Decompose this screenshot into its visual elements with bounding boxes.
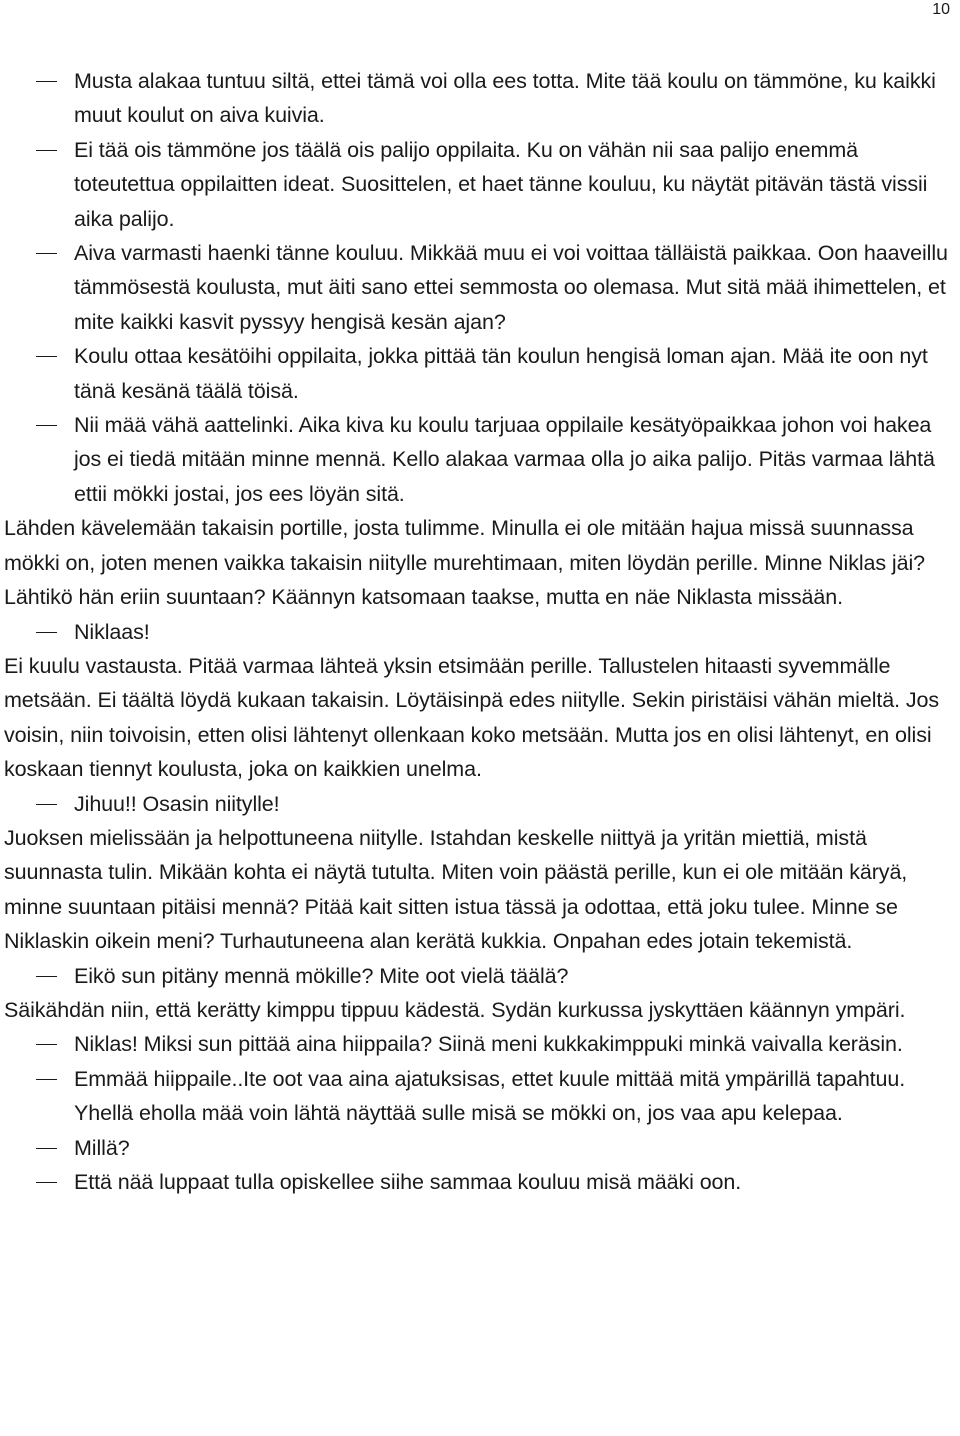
document-body xyxy=(0,64,960,1199)
narrative-paragraph: Säikähdän niin, että kerätty kimppu tippuu kädestä. Sydän kurkussa jyskyttäen käännyn ympäri. xyxy=(4,997,906,1022)
dialogue-line: Emmää hiippaile..Ite oot vaa aina ajatuksisas, ettet kuule mittää mitä ympärillä tapahtuu. Yhellä eholla mää voin lähtä näyttää sulle misä se mökki on, jos vaa apu kelepaa. xyxy=(0,1062,960,1131)
dialogue-line: Niklas! Miksi sun pittää aina hiippaila? Siinä meni kukkakimppuki minkä vaivalla keräsin. xyxy=(0,1027,960,1061)
dialogue-line: Niklaas! xyxy=(0,615,960,649)
narrative-paragraph: Juoksen mielissään ja helpottuneena niitylle. Istahdan keskelle niittyä ja yritän miettiä, mistä suunnasta tulin. Mikään kohta ei näytä tutulta. Miten voin päästä perille, kun ei ole mitään käryä, minne suuntaan pitäisi mennä? Pitää kait sitten istua tässä ja odottaa, että joku tulee. Minne se Niklaskin oikein meni? Turhautuneena alan kerätä kukkia. Onpahan edes jotain tekemistä. xyxy=(4,825,908,954)
dialogue-line: Että nää luppaat tulla opiskellee siihe sammaa kouluu misä määki oon. xyxy=(0,1165,960,1199)
narrative-paragraph: Ei kuulu vastausta. Pitää varmaa lähteä yksin etsimään perille. Tallustelen hitaasti syvemmälle metsään. Ei täältä löydä kukaan takaisin. Löytäisinpä edes niitylle. Sekin piristäisi vähän mieltä. Jos voisin, niin toivoisin, etten olisi lähtenyt ollenkaan koko metsään. Mutta jos en olisi lähtenyt, en olisi koskaan tiennyt koulusta, joka on kaikkien unelma. xyxy=(4,653,940,782)
dialogue-line: Aiva varmasti haenki tänne kouluu. Mikkää muu ei voi voittaa tälläistä paikkaa. Oon haaveillu tämmösestä koulusta, mut äiti sano ettei semmosta oo olemasa. Mut sitä mää ihimettelen, et mite kaikki kasvit pyssyy hengisä kesän ajan? xyxy=(0,236,960,339)
dialogue-line: Millä? xyxy=(0,1131,960,1165)
dialogue-line: Koulu ottaa kesätöihi oppilaita, jokka pittää tän koulun hengisä loman ajan. Mää ite oon nyt tänä kesänä täälä töisä. xyxy=(0,339,960,408)
narrative-paragraph: Lähden kävelemään takaisin portille, josta tulimme. Minulla ei ole mitään hajua missä suunnassa mökki on, joten menen vaikka takaisin niitylle murehtimaan, miten löydän perille. Minne Niklas jäi? Lähtikö hän eriin suuntaan? Käännyn katsomaan taakse, mutta en näe Niklasta missään. xyxy=(4,516,926,610)
dialogue-line: Jihuu!! Osasin niitylle! xyxy=(0,787,960,821)
dialogue-line: Ei tää ois tämmöne jos täälä ois palijo oppilaita. Ku on vähän nii saa palijo enemmä toteutettua oppilaitten ideat. Suosittelen, et haet tänne kouluu, ku näytät pitävän tästä vissii aika palijo. xyxy=(0,133,960,236)
dialogue-line: Nii mää vähä aattelinki. Aika kiva ku koulu tarjuaa oppilaile kesätyöpaikkaa johon voi hakea jos ei tiedä mitään minne mennä. Kello alakaa varmaa olla jo aika palijo. Pitäs varmaa lähtä ettii mökki jostai, jos ees löyän sitä. xyxy=(0,408,960,511)
dialogue-line: Musta alakaa tuntuu siltä, ettei tämä voi olla ees totta. Mite tää koulu on tämmöne, ku kaikki muut koulut on aiva kuivia. xyxy=(0,64,960,133)
page-number: 10 xyxy=(932,1,950,18)
dialogue-line: Eikö sun pitäny mennä mökille? Mite oot vielä täälä? xyxy=(0,959,960,993)
